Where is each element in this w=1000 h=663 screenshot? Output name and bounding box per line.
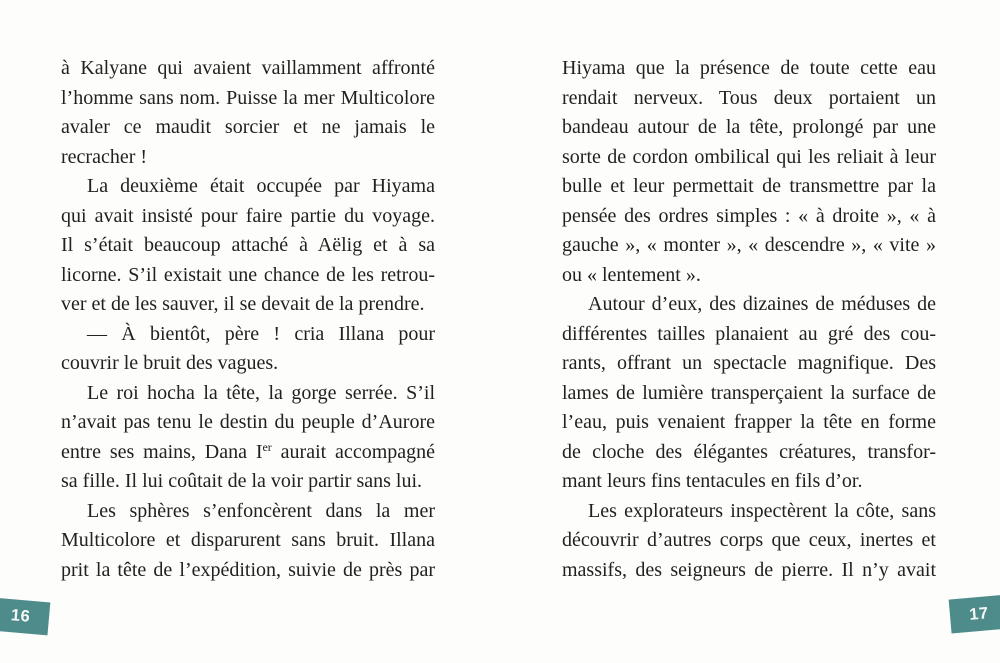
text-line: l’eau, puis venaient frapper la tête en forme [562, 411, 936, 433]
text-line: rants, offrant un spectacle magnifique. Des [562, 352, 936, 374]
text-line: à Kalyane qui avaient vaillamment affronté [61, 57, 435, 79]
text-line: rendait nerveux. Tous deux portaient un [562, 86, 936, 109]
text-line: — À bientôt, père ! cria Illana pour [87, 322, 435, 345]
right-page-text [562, 54, 936, 585]
text-line: Autour d’eux, des dizaines de méduses de [588, 293, 936, 315]
text-line: bulle et leur permettait de transmettre par la [562, 175, 936, 197]
text-line: Les sphères s’enfoncèrent dans la mer [87, 499, 435, 522]
text-line: l’homme sans nom. Puisse la mer Multicolore [61, 86, 435, 109]
text-line: avaler ce maudit sorcier et ne jamais le [61, 116, 435, 138]
page-number-right: 17 [968, 603, 990, 624]
text-line: Le roi hocha la tête, la gorge serrée. S’il [87, 381, 435, 404]
text-line: Il s’était beaucoup attaché à Aëlig et à sa [61, 234, 435, 256]
text-line: mant leurs fins tentacules en fils d’or. [562, 470, 863, 492]
page-number-left: 16 [10, 606, 31, 626]
text-line: sorte de cordon ombilical qui les reliait à leur [562, 145, 936, 168]
text-line: différentes tailles planaient au gré des cou- [562, 322, 936, 345]
page-number-badge-left [0, 598, 50, 636]
text-line: n’avait pas tenu le destin du peuple d’Aurore [61, 411, 435, 433]
superscript-ordinal: er [262, 439, 272, 454]
text-line: couvrir le bruit des vagues. [61, 352, 279, 374]
text-line: prit la tête de l’expédition, suivie de près par [61, 558, 435, 581]
text-line: Multicolore et disparurent sans bruit. Illana [61, 529, 435, 551]
text-line: bandeau autour de la tête, prolongé par une [562, 116, 936, 138]
text-line: pensée des ordres simples : « à droite », « à [562, 204, 936, 227]
text-line: ou « lentement ». [562, 263, 701, 286]
text-line: recracher ! [61, 145, 148, 168]
page-number-badge-right [949, 595, 1000, 634]
text-line: La deuxième était occupée par Hiyama [87, 175, 435, 197]
text-line: de cloche des élégantes créatures, transfor- [562, 440, 936, 463]
left-page-text [61, 54, 435, 585]
text-line: découvrir d’autres corps que ceux, inertes et [562, 529, 936, 551]
text-line: qui avait insisté pour faire partie du voyage. [61, 204, 435, 227]
text-line: ver et de les sauver, il se devait de la prendre. [61, 293, 425, 315]
text-line: lames de lumière transperçaient la surface de [562, 381, 936, 404]
text-line: Les explorateurs inspectèrent la côte, sans [588, 499, 936, 522]
text-line: Hiyama que la présence de toute cette eau [562, 57, 936, 79]
text-line: gauche », « monter », « descendre », « vite » [562, 234, 936, 256]
text-line: massifs, des seigneurs de pierre. Il n’y avait [562, 558, 936, 581]
text-line: sa fille. Il lui coûtait de la voir partir sans lui. [61, 470, 423, 492]
text-line: licorne. S’il existait une chance de les retrou- [61, 263, 435, 286]
text-line: entre ses mains, Dana Ier aurait accompagné [61, 439, 435, 463]
